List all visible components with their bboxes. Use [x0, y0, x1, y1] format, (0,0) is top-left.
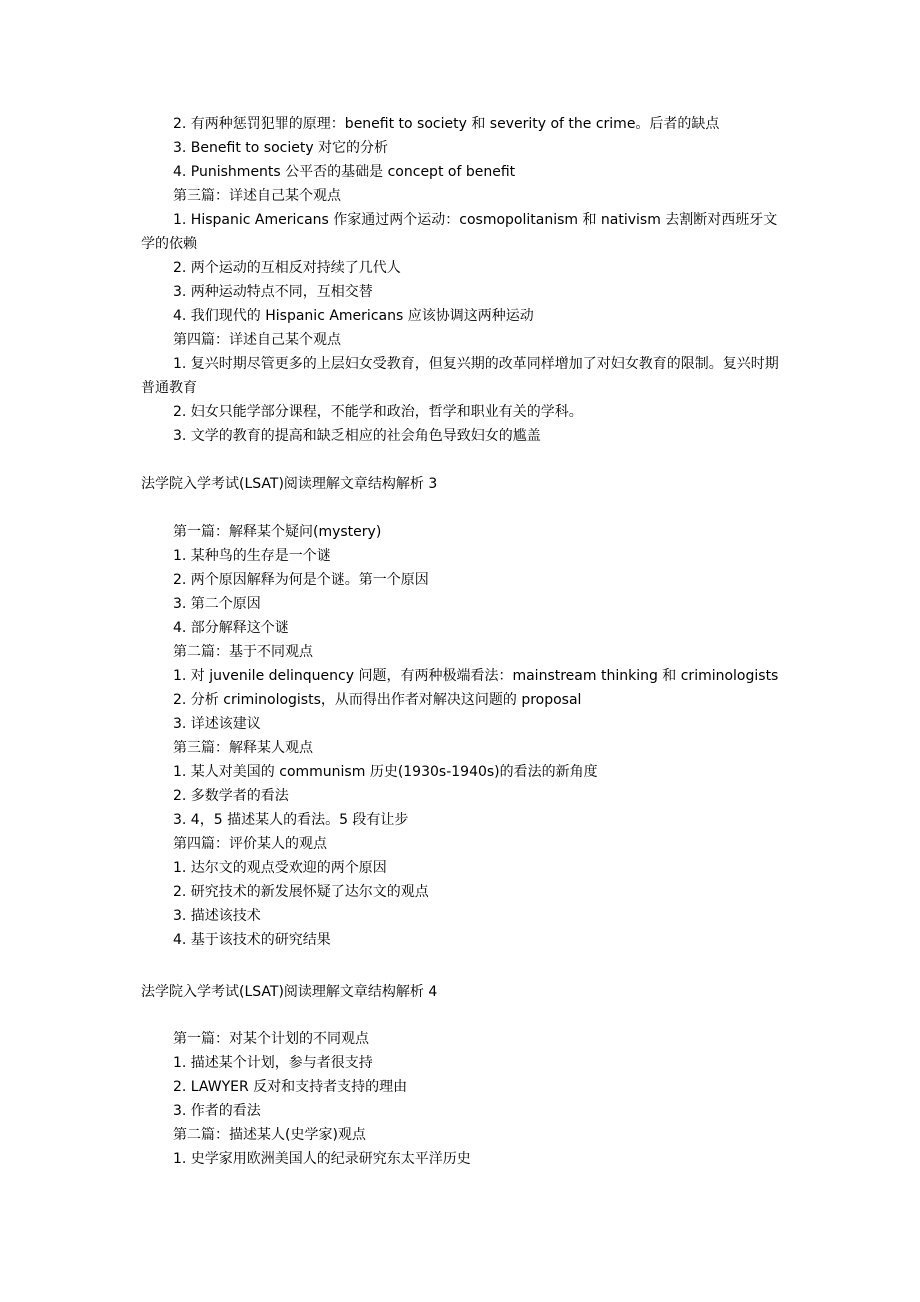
list-item: 2. 两个原因解释为何是个谜。第一个原因 [173, 572, 429, 588]
list-item: 3. 文学的教育的提高和缺乏相应的社会角色导致妇女的尴盖 [173, 428, 541, 444]
list-item: 3. 4，5 描述某人的看法。5 段有让步 [173, 812, 409, 828]
list-item: 4. 我们现代的 Hispanic Americans 应该协调这两种运动 [173, 308, 534, 324]
list-item-wrapped: 1. Hispanic Americans 作家通过两个运动：cosmopolitanism 和 nativism 去割断对西班牙文学的依赖 [141, 212, 778, 252]
list-item: 1. 对 juvenile delinquency 问题，有两种极端看法：mainstream thinking 和 criminologists [173, 668, 779, 684]
list-item-wrapped: 1. 复兴时期尽管更多的上层妇女受教育，但复兴期的改革同样增加了对妇女教育的限制。复兴时期普通教育 [141, 356, 779, 396]
passage-title: 第二篇：基于不同观点 [173, 644, 313, 660]
list-item: 2. 分析 criminologists，从而得出作者对解决这问题的 proposal [173, 692, 582, 708]
list-item: 2. 多数学者的看法 [173, 788, 289, 804]
list-item: 3. Benefit to society 对它的分析 [173, 140, 389, 156]
passage-title: 第四篇：评价某人的观点 [173, 836, 327, 852]
section-heading: 法学院入学考试(LSAT)阅读理解文章结构解析 3 [141, 476, 438, 492]
list-item: 3. 详述该建议 [173, 716, 261, 732]
list-item: 2. 两个运动的互相反对持续了几代人 [173, 260, 401, 276]
list-item: 1. 某人对美国的 communism 历史(1930s-1940s)的看法的新角度 [173, 764, 598, 780]
list-item: 2. LAWYER 反对和支持者支持的理由 [173, 1079, 408, 1095]
list-item: 2. 妇女只能学部分课程，不能学和政治，哲学和职业有关的学科。 [173, 404, 583, 420]
list-item: 3. 描述该技术 [173, 908, 261, 924]
list-item: 4. Punishments 公平否的基础是 concept of benefit [173, 164, 516, 180]
list-item: 3. 作者的看法 [173, 1103, 261, 1119]
list-item: 1. 达尔文的观点受欢迎的两个原因 [173, 860, 387, 876]
list-item: 1. 史学家用欧洲美国人的纪录研究东太平洋历史 [173, 1151, 471, 1167]
list-item: 3. 第二个原因 [173, 596, 261, 612]
section-heading: 法学院入学考试(LSAT)阅读理解文章结构解析 4 [141, 984, 438, 1000]
list-item: 2. 有两种惩罚犯罪的原理：benefit to society 和 severity of the crime。后者的缺点 [173, 116, 720, 132]
list-item: 2. 研究技术的新发展怀疑了达尔文的观点 [173, 884, 429, 900]
passage-title: 第三篇：解释某人观点 [173, 740, 313, 756]
list-item: 4. 基于该技术的研究结果 [173, 932, 331, 948]
passage-title: 第一篇：解释某个疑问(mystery) [173, 524, 382, 540]
passage-title: 第二篇：描述某人(史学家)观点 [173, 1127, 366, 1143]
list-item: 1. 描述某个计划，参与者很支持 [173, 1055, 373, 1071]
passage-title: 第一篇：对某个计划的不同观点 [173, 1031, 369, 1047]
list-item: 4. 部分解释这个谜 [173, 620, 289, 636]
passage-title: 第三篇：详述自己某个观点 [173, 188, 341, 204]
list-item: 3. 两种运动特点不同，互相交替 [173, 284, 373, 300]
list-item: 1. 某种鸟的生存是一个谜 [173, 548, 331, 564]
passage-title: 第四篇：详述自己某个观点 [173, 332, 341, 348]
